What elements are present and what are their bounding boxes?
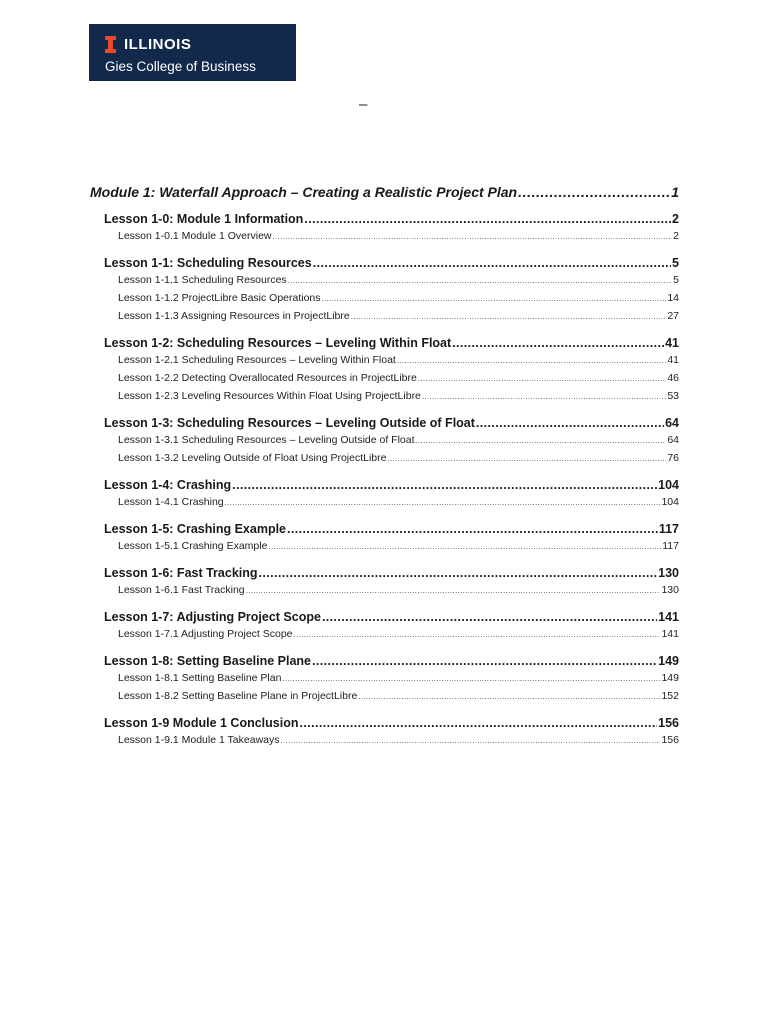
toc-lesson-title: Lesson 1-0: Module 1 Information bbox=[104, 212, 304, 226]
toc-lesson-page: 2 bbox=[672, 212, 679, 226]
toc-module-entry[interactable] bbox=[90, 184, 679, 202]
toc-leader-dots bbox=[387, 454, 666, 463]
toc-subentry-title: Lesson 1-6.1 Fast Tracking bbox=[118, 584, 245, 596]
toc-lesson-page: 156 bbox=[658, 716, 679, 730]
toc-leader-dots bbox=[452, 336, 664, 350]
toc-subentry[interactable] bbox=[90, 690, 679, 706]
toc-subentry-page: 130 bbox=[661, 584, 679, 596]
toc-subentry-title: Lesson 1-1.3 Assigning Resources in ProjectLibre bbox=[118, 310, 350, 322]
toc-lesson-page: 104 bbox=[658, 478, 679, 492]
toc-leader-dots bbox=[358, 692, 660, 701]
toc-subentry-title: Lesson 1-8.2 Setting Baseline Plane in ProjectLibre bbox=[118, 690, 358, 702]
toc-lesson-page: 117 bbox=[658, 522, 679, 536]
toc-subentry-page: 14 bbox=[667, 292, 679, 304]
toc-subentry-page: 156 bbox=[661, 734, 679, 746]
toc-leader-dots bbox=[351, 312, 667, 321]
toc-lesson-title: Lesson 1-8: Setting Baseline Plane bbox=[104, 654, 312, 668]
toc-subentry[interactable] bbox=[90, 672, 679, 688]
toc-subentry[interactable] bbox=[90, 354, 679, 370]
toc-subentry[interactable] bbox=[90, 390, 679, 406]
toc-leader-dots bbox=[299, 716, 657, 730]
toc-lesson-entry[interactable] bbox=[90, 610, 679, 626]
toc-subentry-page: 152 bbox=[661, 690, 679, 702]
toc-subentry[interactable] bbox=[90, 292, 679, 308]
toc-subentry-title: Lesson 1-1.1 Scheduling Resources bbox=[118, 274, 287, 286]
toc-leader-dots bbox=[322, 294, 667, 303]
toc-subentry[interactable] bbox=[90, 540, 679, 556]
toc-lesson-title: Lesson 1-4: Crashing bbox=[104, 478, 232, 492]
toc-subentry-title: Lesson 1-0.1 Module 1 Overview bbox=[118, 230, 272, 242]
toc-subentry[interactable] bbox=[90, 628, 679, 644]
toc-leader-dots bbox=[418, 374, 666, 383]
toc-lesson-page: 5 bbox=[672, 256, 679, 270]
toc-module-title: Module 1: Waterfall Approach – Creating a Realistic Project Plan bbox=[90, 184, 518, 200]
toc-subentry-page: 2 bbox=[673, 230, 679, 242]
toc-subentry[interactable] bbox=[90, 310, 679, 326]
toc-subentry-page: 141 bbox=[661, 628, 679, 640]
toc-lesson-page: 41 bbox=[665, 336, 679, 350]
toc-subentry-title: Lesson 1-9.1 Module 1 Takeaways bbox=[118, 734, 280, 746]
toc-leader-dots bbox=[268, 542, 661, 551]
toc-subentry-title: Lesson 1-7.1 Adjusting Project Scope bbox=[118, 628, 293, 640]
toc-subentry[interactable] bbox=[90, 496, 679, 512]
toc-lesson-title: Lesson 1-7: Adjusting Project Scope bbox=[104, 610, 321, 624]
title-dash: – bbox=[359, 96, 368, 113]
toc-subentry-page: 117 bbox=[662, 540, 679, 552]
toc-subentry-title: Lesson 1-8.1 Setting Baseline Plan bbox=[118, 672, 282, 684]
toc-subentry-title: Lesson 1-3.1 Scheduling Resources – Leveling Outside of Float bbox=[118, 434, 415, 446]
toc-subentry-title: Lesson 1-3.2 Leveling Outside of Float Using ProjectLibre bbox=[118, 452, 387, 464]
toc-subentry-page: 76 bbox=[667, 452, 679, 464]
toc-subentry[interactable] bbox=[90, 434, 679, 450]
toc-subentry-page: 41 bbox=[667, 354, 679, 366]
toc-lesson-entry[interactable] bbox=[90, 256, 679, 272]
toc-lesson-entry[interactable] bbox=[90, 416, 679, 432]
toc-leader-dots bbox=[304, 212, 671, 226]
toc-lesson-title: Lesson 1-9 Module 1 Conclusion bbox=[104, 716, 299, 730]
toc-subentry[interactable] bbox=[90, 230, 679, 246]
toc-subentry-title: Lesson 1-5.1 Crashing Example bbox=[118, 540, 268, 552]
toc-subentry-page: 46 bbox=[667, 372, 679, 384]
toc-subentry[interactable] bbox=[90, 452, 679, 468]
toc-leader-dots bbox=[422, 392, 666, 401]
logo-college-name: Gies College of Business bbox=[105, 59, 256, 74]
toc-subentry-title: Lesson 1-2.3 Leveling Resources Within Float Using ProjectLibre bbox=[118, 390, 421, 402]
toc-lessons bbox=[90, 212, 679, 750]
toc-subentry-page: 149 bbox=[661, 672, 679, 684]
logo-wordmark-row bbox=[105, 34, 296, 54]
toc-lesson-entry[interactable] bbox=[90, 654, 679, 670]
toc-lesson-title: Lesson 1-5: Crashing Example bbox=[104, 522, 287, 536]
toc-lesson-entry[interactable] bbox=[90, 716, 679, 732]
toc-lesson-entry[interactable] bbox=[90, 212, 679, 228]
toc-leader-dots bbox=[225, 498, 661, 507]
toc-lesson-title: Lesson 1-3: Scheduling Resources – Leveling Outside of Float bbox=[104, 416, 475, 430]
toc-lesson-entry[interactable] bbox=[90, 336, 679, 352]
toc-subentry-page: 64 bbox=[667, 434, 679, 446]
toc-leader-dots bbox=[259, 566, 658, 580]
toc-lesson-entry[interactable] bbox=[90, 478, 679, 494]
toc-lesson-page: 149 bbox=[658, 654, 679, 668]
toc-subentry[interactable] bbox=[90, 734, 679, 750]
toc-subentry-page: 53 bbox=[667, 390, 679, 402]
toc-leader-dots bbox=[246, 586, 661, 595]
toc-leader-dots bbox=[232, 478, 657, 492]
toc-lesson-page: 130 bbox=[658, 566, 679, 580]
illinois-gies-logo bbox=[89, 24, 296, 81]
toc-lesson-title: Lesson 1-1: Scheduling Resources bbox=[104, 256, 312, 270]
toc-leader-dots bbox=[273, 232, 673, 241]
toc-lesson-entry[interactable] bbox=[90, 566, 679, 582]
block-i-icon bbox=[105, 36, 116, 53]
toc-leader-dots bbox=[312, 654, 657, 668]
toc-leader-dots bbox=[282, 674, 660, 683]
toc-leader-dots bbox=[416, 436, 667, 445]
toc-subentry[interactable] bbox=[90, 584, 679, 600]
toc-subentry[interactable] bbox=[90, 274, 679, 290]
toc-leader-dots bbox=[281, 736, 661, 745]
toc-leader-dots bbox=[322, 610, 657, 624]
toc-lesson-entry[interactable] bbox=[90, 522, 679, 538]
table-of-contents bbox=[90, 184, 679, 750]
toc-leader-dots bbox=[397, 356, 666, 365]
toc-subentry[interactable] bbox=[90, 372, 679, 388]
toc-leader-dots bbox=[288, 276, 672, 285]
toc-lesson-title: Lesson 1-2: Scheduling Resources – Leveling Within Float bbox=[104, 336, 452, 350]
toc-leader-dots bbox=[476, 416, 664, 430]
toc-leader-dots bbox=[287, 522, 658, 536]
toc-lesson-page: 141 bbox=[658, 610, 679, 624]
toc-subentry-title: Lesson 1-2.2 Detecting Overallocated Resources in ProjectLibre bbox=[118, 372, 417, 384]
toc-leader-dots bbox=[313, 256, 671, 270]
toc-lesson-title: Lesson 1-6: Fast Tracking bbox=[104, 566, 258, 580]
toc-subentry-page: 5 bbox=[673, 274, 679, 286]
toc-subentry-page: 27 bbox=[667, 310, 679, 322]
logo-wordmark: ILLINOIS bbox=[124, 35, 192, 53]
toc-subentry-title: Lesson 1-1.2 ProjectLibre Basic Operations bbox=[118, 292, 321, 304]
toc-module-page: 1 bbox=[671, 184, 679, 200]
toc-lesson-page: 64 bbox=[665, 416, 679, 430]
toc-subentry-title: Lesson 1-2.1 Scheduling Resources – Leveling Within Float bbox=[118, 354, 396, 366]
toc-leader-dots bbox=[294, 630, 661, 639]
toc-subentry-title: Lesson 1-4.1 Crashing bbox=[118, 496, 224, 508]
toc-subentry-page: 104 bbox=[661, 496, 679, 508]
toc-leader-dots bbox=[518, 184, 670, 200]
